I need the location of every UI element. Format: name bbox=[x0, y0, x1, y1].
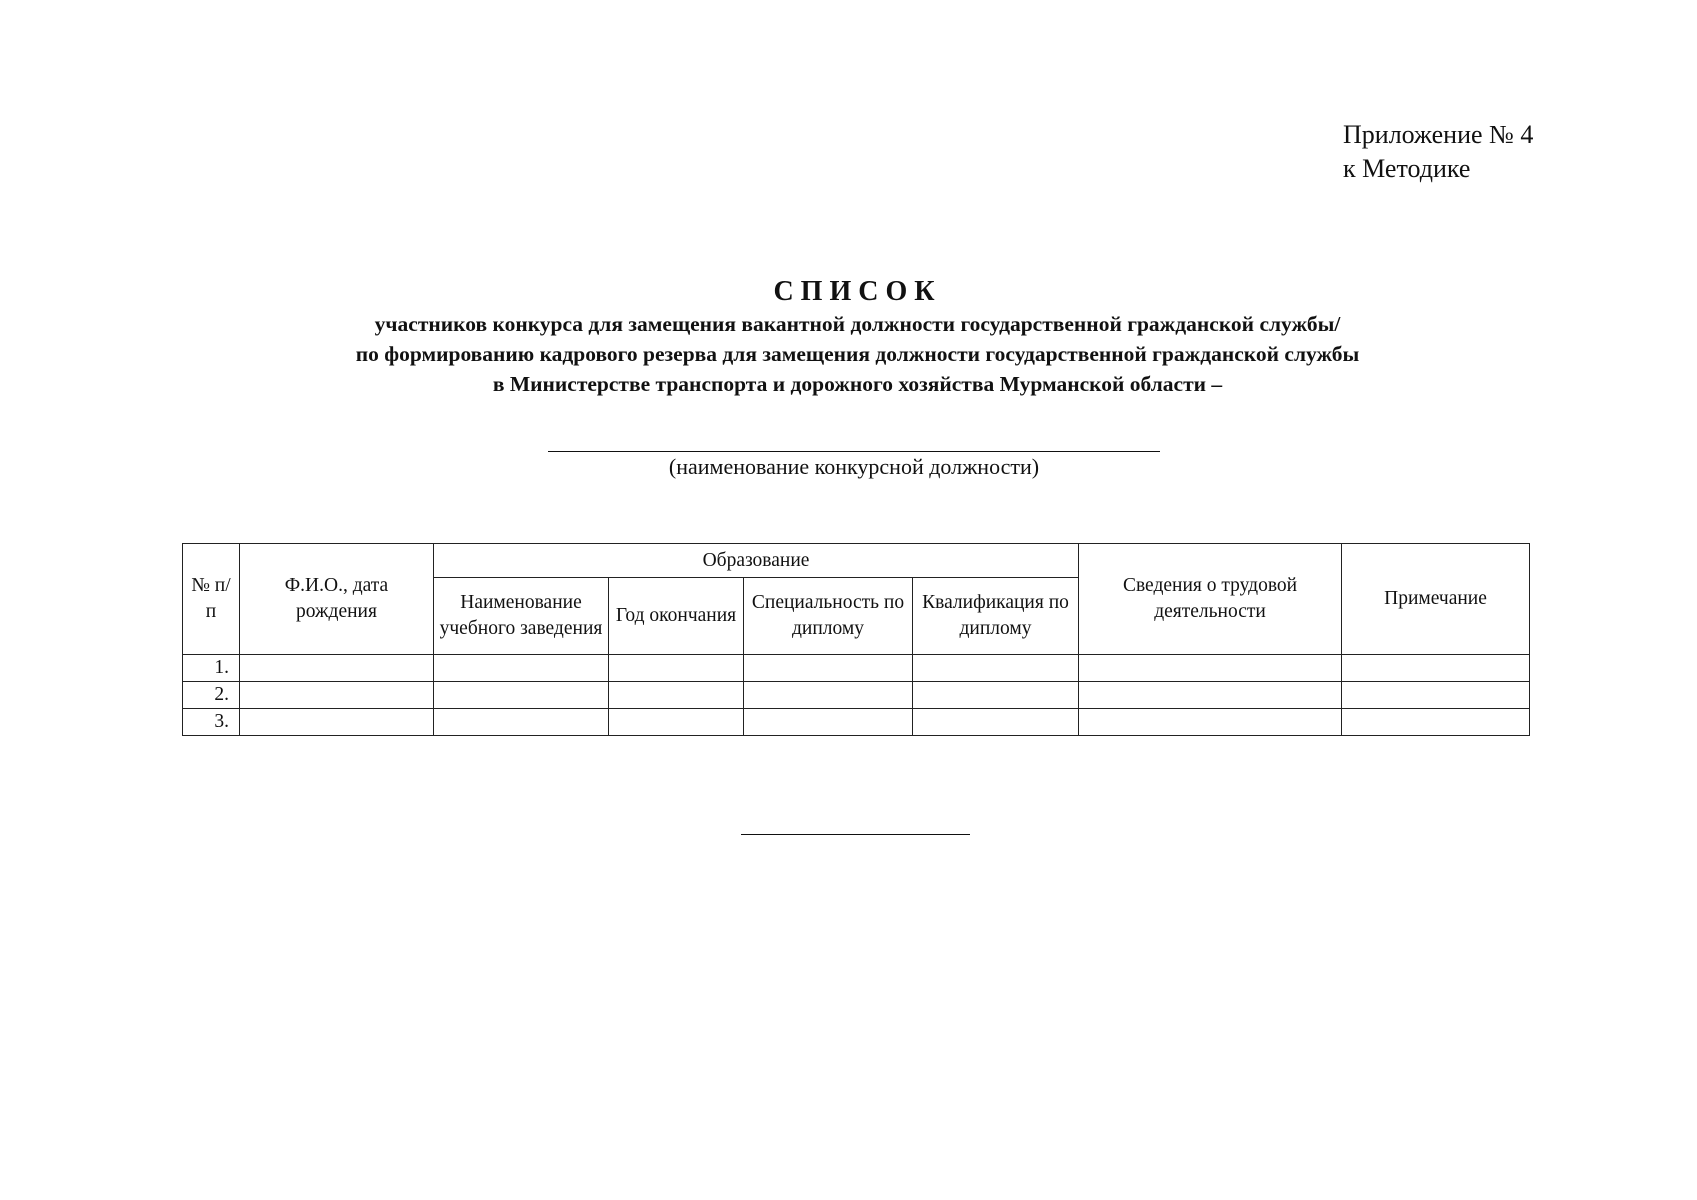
cell-specialty bbox=[744, 709, 913, 736]
cell-note bbox=[1342, 709, 1530, 736]
cell-qualification bbox=[913, 709, 1079, 736]
heading-line-2: по формированию кадрового резерва для замещения должности государственной гражданской службы bbox=[355, 342, 1360, 366]
cell-note bbox=[1342, 655, 1530, 682]
table-row bbox=[183, 682, 1530, 709]
cell-graduation-year bbox=[609, 709, 744, 736]
row-number: 3. bbox=[183, 709, 240, 736]
cell-specialty bbox=[744, 682, 913, 709]
cell-institution bbox=[434, 655, 609, 682]
header-specialty: Специальность по диплому bbox=[744, 578, 913, 655]
header-number: № п/п bbox=[183, 544, 240, 655]
row-number: 2. bbox=[183, 682, 240, 709]
participants-table bbox=[182, 543, 1530, 736]
header-work-experience: Сведения о трудовой деятельности bbox=[1079, 544, 1342, 655]
table-row bbox=[183, 709, 1530, 736]
appendix-reference bbox=[1343, 118, 1533, 186]
cell-full-name bbox=[240, 655, 434, 682]
cell-qualification bbox=[913, 682, 1079, 709]
cell-full-name bbox=[240, 709, 434, 736]
document-heading bbox=[0, 275, 1697, 399]
cell-graduation-year bbox=[609, 655, 744, 682]
table-row bbox=[183, 655, 1530, 682]
cell-full-name bbox=[240, 682, 434, 709]
cell-work-experience bbox=[1079, 682, 1342, 709]
cell-institution bbox=[434, 682, 609, 709]
cell-work-experience bbox=[1079, 655, 1342, 682]
document-title: СПИСОК bbox=[773, 276, 942, 307]
cell-work-experience bbox=[1079, 709, 1342, 736]
appendix-number: Приложение № 4 bbox=[1343, 120, 1534, 149]
position-name-caption: (наименование конкурсной должности) bbox=[668, 454, 1040, 479]
cell-institution bbox=[434, 709, 609, 736]
appendix-methodology: к Методике bbox=[1343, 154, 1471, 183]
heading-line-3: в Министерстве транспорта и дорожного хозяйства Мурманской области – bbox=[492, 372, 1223, 396]
header-qualification: Квалификация по диплому bbox=[913, 578, 1079, 655]
cell-specialty bbox=[744, 655, 913, 682]
cell-graduation-year bbox=[609, 682, 744, 709]
cell-note bbox=[1342, 682, 1530, 709]
header-graduation-year: Год окончания bbox=[609, 578, 744, 655]
closing-divider bbox=[741, 834, 970, 835]
heading-line-1: участников конкурса для замещения вакантной должности государственной гражданской службы/ bbox=[374, 312, 1341, 336]
header-institution: Наименование учебного заведения bbox=[434, 578, 609, 655]
header-note: Примечание bbox=[1342, 544, 1530, 655]
row-number: 1. bbox=[183, 655, 240, 682]
header-education: Образование bbox=[434, 544, 1079, 578]
header-full-name: Ф.И.О., дата рождения bbox=[240, 544, 434, 655]
cell-qualification bbox=[913, 655, 1079, 682]
